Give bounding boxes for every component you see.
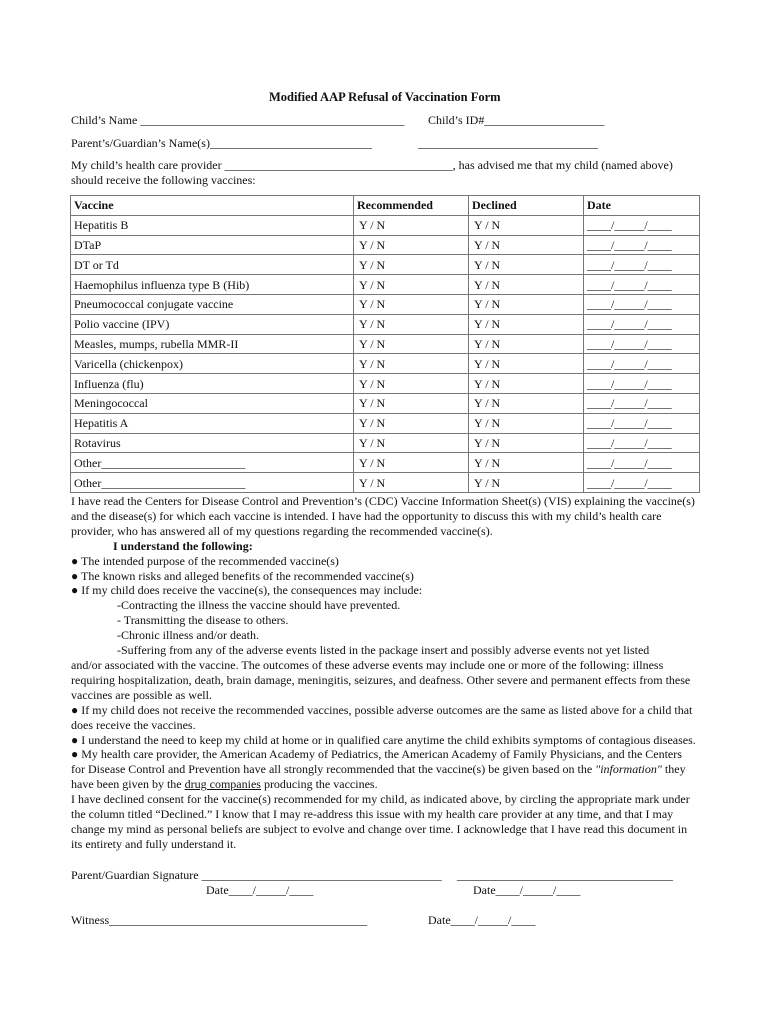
declined-choice[interactable]: Y / N bbox=[469, 294, 584, 314]
header-declined: Declined bbox=[469, 196, 584, 216]
recommended-choice[interactable]: Y / N bbox=[354, 215, 469, 235]
recommended-choice[interactable]: Y / N bbox=[354, 453, 469, 473]
table-row bbox=[71, 433, 700, 453]
table-row bbox=[71, 393, 700, 413]
date-field[interactable]: ____/_____/____ bbox=[584, 433, 700, 453]
date-field[interactable]: ____/_____/____ bbox=[584, 294, 700, 314]
provider-line[interactable]: My child’s health care provider ______________________________________, has advised me that my child (named above) bbox=[71, 158, 673, 172]
vaccine-name: Meningococcal bbox=[71, 393, 354, 413]
vaccine-name[interactable]: Other________________________ bbox=[71, 473, 354, 493]
declined-choice[interactable]: Y / N bbox=[469, 393, 584, 413]
bullet-no-vaccine: ● If my child does not receive the recommended vaccines, possible adverse outcomes are the same as listed above for a child that does receive the vaccines. bbox=[71, 702, 693, 732]
recommended-choice[interactable]: Y / N bbox=[354, 393, 469, 413]
witness-field[interactable]: Witness___________________________________________ bbox=[71, 913, 368, 927]
recommended-choice[interactable]: Y / N bbox=[354, 473, 469, 493]
understand-heading: I understand the following: bbox=[113, 538, 253, 553]
table-row bbox=[71, 334, 700, 354]
recommended-choice[interactable]: Y / N bbox=[354, 374, 469, 394]
recommendation-text-a: ● My health care provider, the American Academy of Pediatrics, the American Academy of Family Physicians, and the Centers for Disease Control and Prevention have all strongly recommended that the vaccine(s) be given based on the bbox=[71, 747, 682, 777]
recommended-choice[interactable]: Y / N bbox=[354, 255, 469, 275]
declined-choice[interactable]: Y / N bbox=[469, 374, 584, 394]
declined-choice[interactable]: Y / N bbox=[469, 453, 584, 473]
declined-choice[interactable]: Y / N bbox=[469, 473, 584, 493]
vaccine-name: Influenza (flu) bbox=[71, 374, 354, 394]
header-vaccine: Vaccine bbox=[71, 196, 354, 216]
sub-contracting: -Contracting the illness the vaccine should have prevented. bbox=[117, 598, 401, 613]
recommendation-text-b: they have been given by the bbox=[71, 762, 686, 792]
date-field[interactable]: ____/_____/____ bbox=[584, 393, 700, 413]
parent-signature-field[interactable]: Parent/Guardian Signature ________________________________________ bbox=[71, 868, 442, 882]
date-field[interactable]: ____/_____/____ bbox=[584, 235, 700, 255]
form-title: Modified AAP Refusal of Vaccination Form bbox=[269, 90, 501, 104]
declined-choice[interactable]: Y / N bbox=[469, 354, 584, 374]
consent-body bbox=[71, 494, 696, 852]
date-field[interactable]: ____/_____/____ bbox=[584, 453, 700, 473]
information-italic: "information" bbox=[595, 762, 662, 777]
date-field[interactable]: ____/_____/____ bbox=[584, 334, 700, 354]
sub-adverse-1: -Suffering from any of the adverse events listed in the package insert and possibly adverse events not yet listed bbox=[117, 643, 650, 658]
vaccine-name: Hepatitis A bbox=[71, 413, 354, 433]
recommendation-text-c: producing the vaccines. bbox=[260, 777, 378, 792]
table-row bbox=[71, 215, 700, 235]
vaccine-name[interactable]: Other________________________ bbox=[71, 453, 354, 473]
sub-transmitting: - Transmitting the disease to others. bbox=[117, 613, 289, 628]
table-row bbox=[71, 255, 700, 275]
table-header-row bbox=[71, 196, 700, 216]
recommended-choice[interactable]: Y / N bbox=[354, 334, 469, 354]
date-field[interactable]: ____/_____/____ bbox=[584, 255, 700, 275]
declined-choice[interactable]: Y / N bbox=[469, 255, 584, 275]
table-row bbox=[71, 413, 700, 433]
parent-name-field-2[interactable]: ______________________________ bbox=[418, 136, 598, 150]
table-row bbox=[71, 354, 700, 374]
parent-signature-field-2[interactable]: ____________________________________ bbox=[457, 868, 673, 882]
recommended-choice[interactable]: Y / N bbox=[354, 314, 469, 334]
vaccine-name: Pneumococcal conjugate vaccine bbox=[71, 294, 354, 314]
header-recommended: Recommended bbox=[354, 196, 469, 216]
declined-paragraph: I have declined consent for the vaccine(s) recommended for my child, as indicated above, by circling the appropriate mark under the column titled “Declined.” I know that I may re-address this issue with my health care provider at any time, and that I may change my mind as personal beliefs are subject to evolve and change over time. I acknowledge that I have read this document in its entirety and fully understand it. bbox=[71, 792, 690, 851]
vis-paragraph: I have read the Centers for Disease Control and Prevention’s (CDC) Vaccine Information Sheet(s) (VIS) explaining the vaccine(s) and the disease(s) for which each vaccine is intended. I have had the opportunity to discuss this with my child’s health care provider, who has answered all of my questions regarding the recommended vaccine(s). bbox=[71, 494, 695, 538]
declined-choice[interactable]: Y / N bbox=[469, 413, 584, 433]
vaccine-table bbox=[70, 195, 700, 493]
bullet-recommendation bbox=[71, 747, 696, 792]
date-field[interactable]: ____/_____/____ bbox=[584, 374, 700, 394]
bullet-risks: ● The known risks and alleged benefits of the recommended vaccine(s) bbox=[71, 568, 414, 583]
declined-choice[interactable]: Y / N bbox=[469, 314, 584, 334]
recommended-choice[interactable]: Y / N bbox=[354, 235, 469, 255]
bullet-consequences: ● If my child does receive the vaccine(s), the consequences may include: bbox=[71, 583, 423, 598]
declined-choice[interactable]: Y / N bbox=[469, 235, 584, 255]
drug-companies-underlined: drug companies bbox=[184, 777, 261, 792]
vaccine-name: Rotavirus bbox=[71, 433, 354, 453]
bullet-purpose: ● The intended purpose of the recommended vaccine(s) bbox=[71, 553, 339, 568]
table-row bbox=[71, 453, 700, 473]
signature-date-1[interactable]: Date____/_____/____ bbox=[206, 883, 314, 897]
declined-choice[interactable]: Y / N bbox=[469, 334, 584, 354]
vaccine-name: Varicella (chickenpox) bbox=[71, 354, 354, 374]
signature-date-2[interactable]: Date____/_____/____ bbox=[473, 883, 581, 897]
vaccine-name: DTaP bbox=[71, 235, 354, 255]
header-date: Date bbox=[584, 196, 700, 216]
date-field[interactable]: ____/_____/____ bbox=[584, 413, 700, 433]
table-row bbox=[71, 235, 700, 255]
date-field[interactable]: ____/_____/____ bbox=[584, 215, 700, 235]
vaccine-name: Measles, mumps, rubella MMR-II bbox=[71, 334, 354, 354]
vaccine-name: DT or Td bbox=[71, 255, 354, 275]
vaccine-name: Hepatitis B bbox=[71, 215, 354, 235]
witness-date[interactable]: Date____/_____/____ bbox=[428, 913, 536, 927]
vaccine-name: Haemophilus influenza type B (Hib) bbox=[71, 275, 354, 295]
date-field[interactable]: ____/_____/____ bbox=[584, 354, 700, 374]
table-row bbox=[71, 275, 700, 295]
table-row bbox=[71, 473, 700, 493]
date-field[interactable]: ____/_____/____ bbox=[584, 473, 700, 493]
bullet-keep-home: ● I understand the need to keep my child at home or in qualified care anytime the child exhibits symptoms of contagious diseases. bbox=[71, 732, 696, 747]
child-id-field[interactable]: Child’s ID#____________________ bbox=[428, 113, 605, 127]
table-row bbox=[71, 294, 700, 314]
sub-chronic: -Chronic illness and/or death. bbox=[117, 628, 259, 643]
recommended-choice[interactable]: Y / N bbox=[354, 433, 469, 453]
date-field[interactable]: ____/_____/____ bbox=[584, 314, 700, 334]
recommended-choice[interactable]: Y / N bbox=[354, 413, 469, 433]
provider-line-2: should receive the following vaccines: bbox=[71, 173, 256, 187]
parent-name-field[interactable]: Parent’s/Guardian’s Name(s)___________________________ bbox=[71, 136, 372, 150]
sub-adverse-2: and/or associated with the vaccine. The outcomes of these adverse events may include one or more of the following: illness requiring hospitalization, death, brain damage, meningitis, seizures, and deafness. Other severe and permanent effects from these vaccines are possible as well. bbox=[71, 657, 691, 702]
recommended-choice[interactable]: Y / N bbox=[354, 294, 469, 314]
declined-choice[interactable]: Y / N bbox=[469, 215, 584, 235]
date-field[interactable]: ____/_____/____ bbox=[584, 275, 700, 295]
recommended-choice[interactable]: Y / N bbox=[354, 354, 469, 374]
table-row bbox=[71, 314, 700, 334]
table-row bbox=[71, 374, 700, 394]
declined-choice[interactable]: Y / N bbox=[469, 433, 584, 453]
child-name-field[interactable]: Child’s Name ____________________________________________ bbox=[71, 113, 405, 127]
recommended-choice[interactable]: Y / N bbox=[354, 275, 469, 295]
declined-choice[interactable]: Y / N bbox=[469, 275, 584, 295]
vaccine-name: Polio vaccine (IPV) bbox=[71, 314, 354, 334]
